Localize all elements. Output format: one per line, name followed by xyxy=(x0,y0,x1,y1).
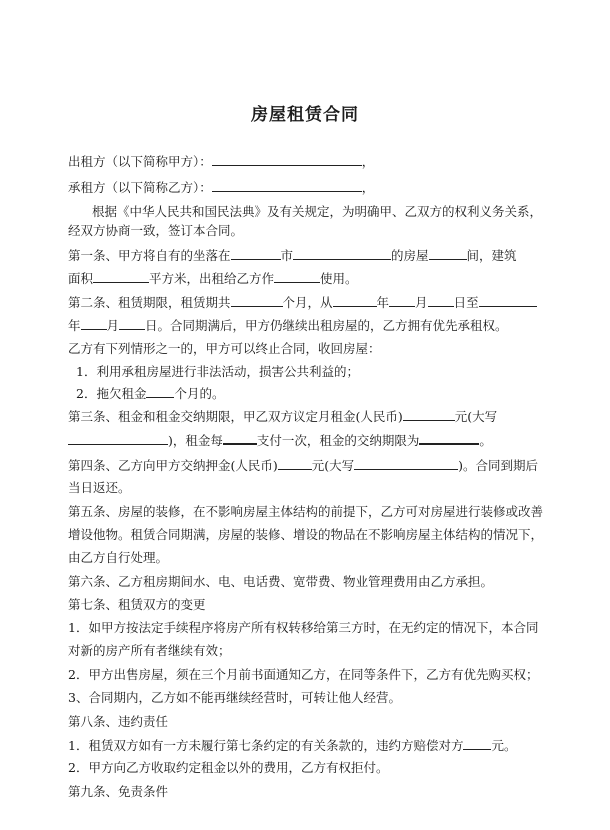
end-year-blank xyxy=(479,294,537,307)
usage-blank xyxy=(274,270,320,283)
start-year-blank xyxy=(333,294,377,307)
deposit-in-words-blank xyxy=(354,457,458,470)
article-4-text: 元(大写 xyxy=(311,458,355,473)
article-8-text: 元。 xyxy=(491,738,517,753)
preamble-line-1: 根据《中华人民共和国民法典》及有关规定，为明确甲、乙双方的权利义务关系， xyxy=(92,204,543,219)
article-8-text: 1．租赁双方如有一方未履行第七条约定的有关条款的，违约方赔偿对方 xyxy=(68,738,464,753)
article-4-text: 第四条、乙方向甲方交纳押金(人民币) xyxy=(68,458,278,473)
article-7-heading: 第七条、租赁双方的变更 xyxy=(68,597,206,612)
article-2-text: 日至 xyxy=(453,295,479,310)
article-3-line-1 xyxy=(68,408,548,425)
end-month-blank xyxy=(81,317,107,330)
article-2-text: 年 xyxy=(376,295,390,310)
article-3-text: 第三条、租金和租金交纳期限，甲乙双方议定月租金(人民币) xyxy=(68,409,403,424)
lessor-line xyxy=(68,153,548,170)
penalty-amount-blank xyxy=(463,737,491,750)
deposit-blank xyxy=(278,457,312,470)
location-blank xyxy=(231,247,281,260)
termination-item-2 xyxy=(76,385,556,402)
article-1-text: 间，建筑 xyxy=(466,248,517,263)
article-7-item-2: 2．甲方出售房屋，须在三个月前书面通知乙方，在同等条件下，乙方有优先购买权； xyxy=(68,667,539,682)
lessor-label: 出租方（以下简称甲方）： xyxy=(68,154,212,169)
document-title: 房屋租赁合同 xyxy=(251,105,359,125)
rooms-blank xyxy=(429,247,467,260)
article-8-item-1 xyxy=(68,737,548,754)
lease-months-blank xyxy=(231,294,283,307)
lessor-name-blank xyxy=(212,153,362,166)
termination-text: 2．拖欠租金 xyxy=(76,386,147,401)
article-9-heading: 第九条、免责条件 xyxy=(68,784,169,799)
article-2-text: 年 xyxy=(68,318,81,333)
lessee-end: ， xyxy=(361,180,375,195)
article-1-text: 市 xyxy=(280,248,294,263)
preamble-line-2: 经双方协商一致，签订本合同。 xyxy=(68,223,244,238)
lessee-name-blank xyxy=(212,179,362,192)
start-month-blank xyxy=(389,294,415,307)
article-1-line-1 xyxy=(68,247,548,264)
termination-text: 个月的。 xyxy=(174,386,225,401)
article-1-text: 面积 xyxy=(68,271,94,286)
payment-cycle-blank xyxy=(223,431,257,445)
lessor-end: ， xyxy=(361,154,375,169)
article-3-line-2 xyxy=(68,431,548,449)
area-blank xyxy=(93,270,149,283)
article-1-text: 的房屋 xyxy=(391,248,429,263)
article-1-text: 使用。 xyxy=(320,271,358,286)
article-2-line-2 xyxy=(68,317,548,334)
article-4-line-1 xyxy=(68,457,548,474)
arrears-months-blank xyxy=(146,385,174,398)
article-2-text: 第二条、租赁期限，租赁期共 xyxy=(68,295,231,310)
end-day-blank xyxy=(119,317,145,330)
article-2-text: 个月，从 xyxy=(282,295,333,310)
address-blank xyxy=(293,247,391,260)
monthly-rent-blank xyxy=(403,408,455,421)
payment-deadline-blank xyxy=(419,431,479,445)
rent-in-words-blank xyxy=(68,432,168,445)
start-day-blank xyxy=(428,294,454,307)
article-3-text: 。 xyxy=(479,433,492,448)
lessee-label: 承租方（以下简称乙方）： xyxy=(68,180,212,195)
article-5-line-2: 增设他物。租赁合同期满，房屋的装修、增设的物品在不影响房屋主体结构的情况下， xyxy=(68,527,544,542)
termination-intro: 乙方有下列情形之一的，甲方可以终止合同，收回房屋： xyxy=(68,341,381,356)
article-1-text: 平方米，出租给乙方作 xyxy=(149,271,275,286)
article-5-line-3: 由乙方自行处理。 xyxy=(68,550,169,565)
article-2-text: 月 xyxy=(106,318,120,333)
article-4-text: )。合同到期后 xyxy=(458,458,539,473)
article-3-text: 元(大写 xyxy=(454,409,498,424)
article-2-text: 日。合同期满后，甲方仍继续出租房屋的，乙方拥有优先承租权。 xyxy=(145,318,508,333)
article-6: 第六条、乙方租房期间水、电、电话费、宽带费、物业管理费用由乙方承担。 xyxy=(68,574,494,589)
article-7-item-1b: 对新的房产所有者继续有效； xyxy=(68,643,231,658)
article-8-heading: 第八条、违约责任 xyxy=(68,714,169,729)
article-7-item-1a: 1．如甲方按法定手续程序将房产所有权转移给第三方时，在无约定的情况下，本合同 xyxy=(68,620,539,635)
lessee-line xyxy=(68,179,548,196)
article-8-item-2: 2．甲方向乙方收取约定租金以外的费用，乙方有权拒付。 xyxy=(68,760,389,775)
article-2-line-1 xyxy=(68,294,548,311)
article-5-line-1: 第五条、房屋的装修，在不影响房屋主体结构的前提下，乙方可对房屋进行装修或改善 xyxy=(68,504,544,519)
article-1-text: 第一条、甲方将自有的坐落在 xyxy=(68,248,231,263)
article-1-line-2 xyxy=(68,270,548,287)
termination-item-1: 1．利用承租房屋进行非法活动，损害公共利益的； xyxy=(76,364,359,379)
article-4-line-2: 当日返还。 xyxy=(68,480,131,495)
article-3-text: 支付一次，租金的交纳期限为 xyxy=(256,433,420,448)
article-3-text: )，租金每 xyxy=(168,433,223,448)
article-2-text: 月 xyxy=(415,295,428,310)
article-7-item-3: 3、合同期内，乙方如不能再继续经营时，可转让他人经营。 xyxy=(68,690,401,705)
